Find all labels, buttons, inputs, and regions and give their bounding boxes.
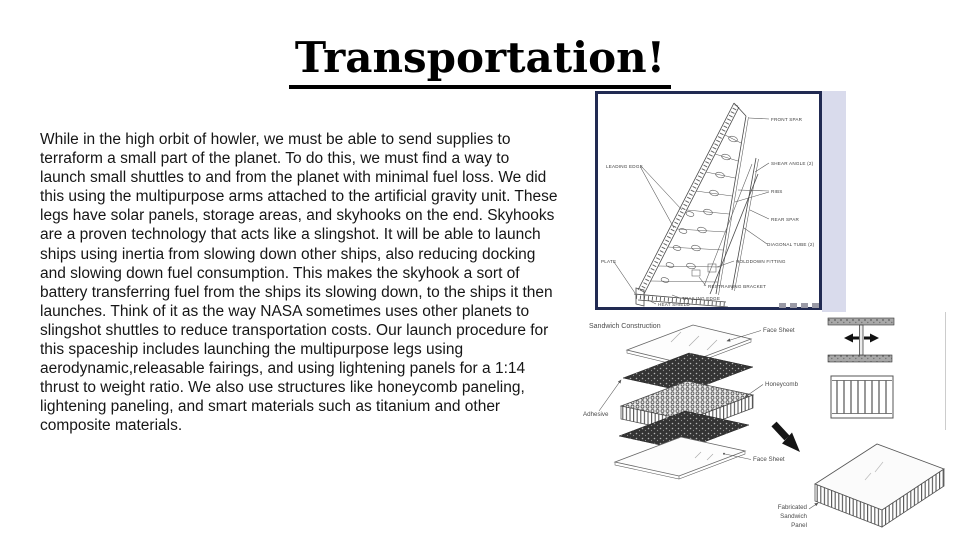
label-honeycomb: Honeycomb bbox=[765, 381, 799, 388]
label-heat-shield: HEAT SHIELD bbox=[658, 302, 690, 307]
label-panel: Panel bbox=[791, 522, 807, 529]
label-plate: PLATE bbox=[601, 259, 617, 264]
label-fabricated: Fabricated bbox=[777, 504, 807, 511]
sandwich-construction-figure bbox=[575, 312, 947, 538]
wing-structure-diagram bbox=[598, 94, 819, 307]
wing-structure-figure bbox=[595, 91, 846, 319]
wing-figure-frame bbox=[595, 91, 822, 310]
label-sandwich-construction: Sandwich Construction bbox=[589, 323, 661, 330]
i-beam-figure bbox=[828, 318, 894, 362]
illegible-figure-caption bbox=[779, 303, 821, 308]
fabricated-panel-figure bbox=[815, 444, 944, 527]
label-leading-edge: LEADING EDGE bbox=[606, 164, 643, 169]
label-adhesive: Adhesive bbox=[583, 411, 609, 418]
label-face-sheet-bottom: Face Sheet bbox=[753, 456, 785, 463]
ribbed-panel-figure bbox=[831, 376, 893, 418]
transition-arrow bbox=[774, 424, 800, 452]
slide-title: Transportation! bbox=[289, 34, 671, 89]
label-diagonal-tube: DIAGONAL TUBE (2) bbox=[767, 242, 815, 247]
label-face-sheet-top: Face Sheet bbox=[763, 327, 795, 334]
exploded-stack bbox=[615, 325, 753, 479]
label-rear-spar: REAR SPAR bbox=[771, 217, 800, 222]
face-sheet-bottom-shape bbox=[615, 437, 745, 476]
sandwich-construction-diagram bbox=[575, 312, 947, 538]
label-restraining-bracket: RESTRAINING BRACKET bbox=[708, 284, 767, 289]
label-sandwich: Sandwich bbox=[780, 513, 807, 520]
title-area bbox=[0, 34, 960, 89]
label-shear-angle: SHEAR ANGLE (2) bbox=[771, 161, 814, 166]
restraining-bracket-shape bbox=[692, 270, 700, 276]
leader-lines bbox=[614, 118, 769, 304]
figure-edge-strip bbox=[822, 91, 846, 317]
plate-shape bbox=[636, 288, 644, 306]
wing-ribs bbox=[651, 135, 741, 282]
label-front-spar: FRONT SPAR bbox=[771, 117, 803, 122]
label-holddown-fitting: HOLDDOWN FITTING bbox=[736, 259, 786, 264]
label-ribs: RIBS bbox=[771, 189, 783, 194]
label-trailing-edge: TRAILING EDGE bbox=[682, 296, 721, 301]
body-paragraph: While in the high orbit of howler, we must be able to send supplies to terraform a small part of the planet. To do this, we must find a way to launch small shuttles to and from the planet with minimal fuel loss. We did this using the multipurpose arms attached to the artificial gravity unit. These legs have solar panels, storage areas, and skyhooks on the end. Skyhooks are a proven technology that acts like a slingshot. It will be able to launch ships using inertia from slowing down other ships, also reducing docking and slowing down fuel consumption. This makes the skyhook a sort of battery transferring fuel from the ships its slowing down, to the ships it then launches. Think of it as the way NASA sometimes uses other planets to slingshot shuttles to reduce transportation costs. Our launch procedure for this spaceship includes launching the multipurpose legs using aerodynamic,releasable fairings, and using lightening panels for a 1:14 thrust to weight ratio. We also use structures like honeycomb paneling, lightening paneling, and smart materials such as titanium and other composite materials. bbox=[40, 131, 558, 435]
